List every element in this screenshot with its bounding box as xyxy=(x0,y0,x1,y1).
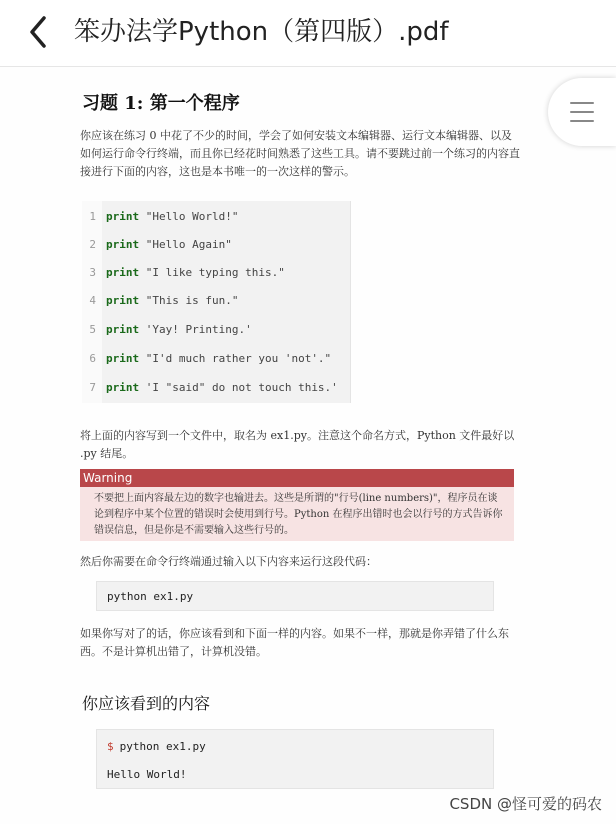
output-block xyxy=(96,729,494,789)
prompt-symbol: $ xyxy=(107,740,114,753)
output-result: Hello World! xyxy=(107,768,187,781)
intro-paragraph: 你应该在练习 0 中花了不少的时间，学会了如何安装文本编辑器、运行文本编辑器、以及如何运行命令行终端，而且你已经花时间熟悉了这些工具。请不要跳过前一个练习的内容直接进行下面的内容，这也是本书唯一的一次这样的警示。 xyxy=(80,129,520,178)
output-command-line: $ python ex1.py xyxy=(107,740,206,753)
chevron-left-icon xyxy=(20,12,60,52)
code-line: 3 print "I like typing this." xyxy=(89,266,285,279)
compare-paragraph: 如果你写对了的话，你应该看到和下面一样的内容。如果不一样，那就是你弄错了什么东西。不是计算机出错了，计算机没错。 xyxy=(80,627,509,658)
document-title: 笨办法学Python（第四版）.pdf xyxy=(74,17,449,47)
command-block: python ex1.py xyxy=(96,581,494,611)
top-bar xyxy=(0,0,616,67)
expected-output-heading: 你应该看到的内容 xyxy=(82,694,211,713)
code-line: 7 print 'I "said" do not touch this.' xyxy=(89,381,338,394)
pdf-page[interactable] xyxy=(0,67,616,824)
code-line: 2 print "Hello Again" xyxy=(89,238,232,251)
run-paragraph: 然后你需要在命令行终端通过输入以下内容来运行这段代码： xyxy=(80,555,377,568)
warning-text: 不要把上面内容最左边的数字也输进去。这些是所谓的"行号(line numbers)"，程序员在谈论到程序中某个位置的错误时会使用到行号。Python 在程序出错时也会以行号的方式告诉你错误信息，但是你是不需要输入这些行号的。 xyxy=(80,487,514,541)
code-line: 6 print "I'd much rather you 'not'." xyxy=(89,352,332,365)
back-button[interactable] xyxy=(20,12,60,52)
code-block xyxy=(82,201,351,403)
code-line: 1 print "Hello World!" xyxy=(89,210,239,223)
warning-title: Warning xyxy=(80,469,514,487)
code-line: 4 print "This is fun." xyxy=(89,294,239,307)
exercise-heading: 习题 1: 第一个程序 xyxy=(82,93,240,114)
csdn-watermark: CSDN @怪可爱的码农 xyxy=(449,795,602,813)
save-file-paragraph: 将上面的内容写到一个文件中，取名为 ex1.py。注意这个命名方式，Python 文件最好以 .py 结尾。 xyxy=(80,429,515,460)
code-line: 5 print 'Yay! Printing.' xyxy=(89,323,252,336)
